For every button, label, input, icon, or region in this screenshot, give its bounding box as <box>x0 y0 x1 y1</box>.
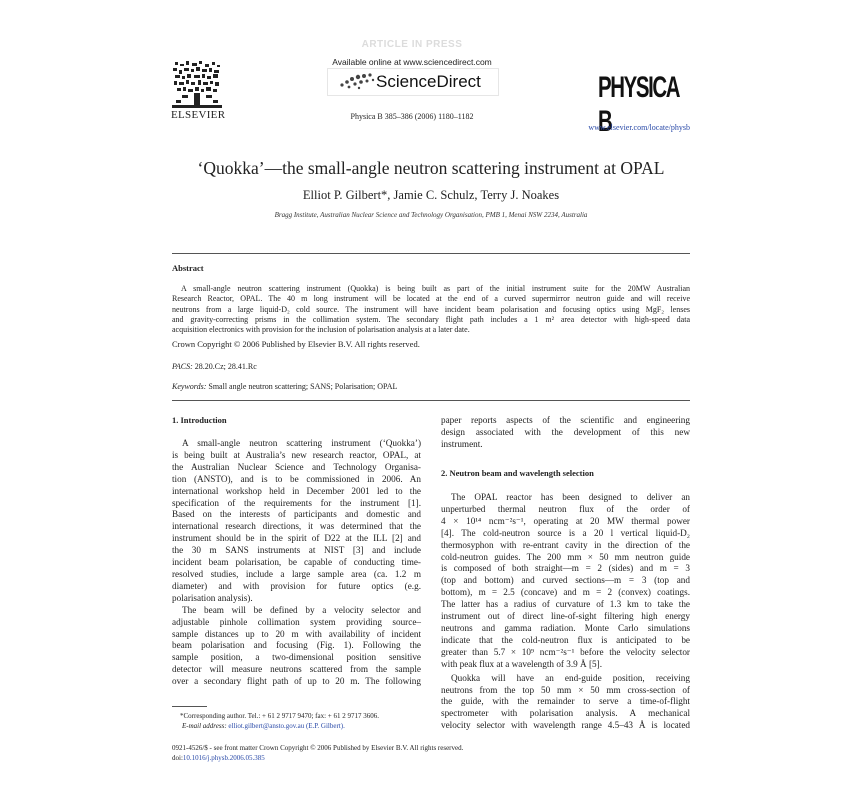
section-2-heading: 2. Neutron beam and wavelength selection <box>441 468 594 478</box>
journal-reference: Physica B 385–386 (2006) 1180–1182 <box>350 112 474 121</box>
text-line: unperturbed thermal neutron flux of the order of <box>441 503 690 514</box>
text-line: velocity selector with wavelength range 4.5–43 Å is located <box>441 720 690 731</box>
text-line: adjustable pinhole collimation system providing source– <box>172 616 421 627</box>
text-line: bottom), m = 2.5 (concave) and m = 2 (convex) coatings. <box>441 587 690 598</box>
publisher-name: ELSEVIER <box>171 109 226 121</box>
abstract-line: A small-angle neutron scattering instrument (Quokka) is being built as part of the initial instrument suite for the 20MW Australian <box>181 284 690 293</box>
email-link[interactable]: elliot.gilbert@ansto.gov.au (E.P. Gilbert). <box>228 722 345 730</box>
sciencedirect-wordmark: ScienceDirect <box>376 72 481 91</box>
abstract-line: Research Reactor, OPAL. The 40 m long instrument will be located at the end of a curved supermirror neutron guide and will receive <box>172 294 690 304</box>
section-1-continuation <box>441 415 690 451</box>
abstract-body <box>172 284 690 335</box>
text-line: The OPAL reactor has been designed to deliver an <box>451 492 690 502</box>
text-line: resolved studies, include a large sample area (ca. 1.2 m <box>172 568 421 579</box>
section-2-body <box>441 492 690 732</box>
pacs-label: PACS: <box>172 362 193 371</box>
pacs-codes <box>172 362 257 371</box>
text-line: [4]. The cold-neutron source is a 20 l vertical liquid-D₂ <box>441 527 690 538</box>
email-label: E-mail address: <box>182 722 227 730</box>
available-online-text: Available online at www.sciencedirect.com <box>332 57 492 67</box>
abstract-line: neutrons from a large liquid-D₂ cold source. The instrument will have incident beam polarisation and focusing optics using MgF₂ lenses <box>172 304 690 314</box>
text-line: The latter has a radius of curvature of 1.3 km to take the <box>441 599 690 610</box>
journal-name: PHYSICA B <box>598 71 679 138</box>
keywords <box>172 382 397 391</box>
text-line: incident beam polarisation, be capable of conducting time- <box>172 557 421 568</box>
abstract-line: and gravity-correcting prisms in the collimation system. The secondary flight path includes a 1 m² area detector with high-speed data <box>172 314 690 324</box>
doi-link[interactable]: 10.1016/j.physb.2006.05.385 <box>182 754 265 762</box>
front-matter <box>172 743 463 763</box>
text-line: detector will measure neutrons scattered from the sample <box>172 664 421 675</box>
text-line: sample position, a two-dimensional position sensitive <box>172 652 421 663</box>
section-1-paragraph-1 <box>172 438 421 688</box>
text-line: Quokka will have an end-guide position, receiving <box>451 672 690 683</box>
top-rule <box>172 253 690 254</box>
keywords-label: Keywords: <box>172 382 207 391</box>
keywords-values: Small angle neutron scattering; SANS; Polarisation; OPAL <box>208 382 398 391</box>
text-line: instrument. <box>441 438 483 449</box>
text-line: neutrons from the top 50 mm × 50 mm cross-section of <box>441 684 690 695</box>
text-line: (top and bottom) and curved sections—m = 3 (top and <box>441 575 690 586</box>
text-line: spectrometer with polarisation analysis. A mechanical <box>441 708 690 719</box>
text-line: specification of the requirements for the instrument [1]. <box>172 497 421 508</box>
abstract-bottom-rule <box>172 400 690 401</box>
abstract-heading: Abstract <box>172 263 204 273</box>
text-line: beam polarisation and focusing (Fig. 1). Following the <box>172 640 421 651</box>
text-line: A small-angle neutron scattering instrument (‘Quokka’) <box>182 438 421 448</box>
text-line: The beam will be defined by a velocity selector and <box>182 604 421 615</box>
article-in-press-watermark: ARTICLE IN PRESS <box>361 39 463 50</box>
text-line: Based on the interests of participants and domestic and <box>172 509 421 520</box>
text-line: indicate that the cold-neutron flux is anticipated to be <box>441 634 690 645</box>
article-title: ‘Quokka’—the small-angle neutron scattering instrument at OPAL <box>197 158 665 178</box>
text-line: tion (ANSTO), and is to be commissioned in 2006. An <box>172 473 421 484</box>
footnote-rule <box>172 706 207 707</box>
text-line: sample distances up to 20 m with availability of incident <box>172 628 421 639</box>
section-1-heading: 1. Introduction <box>172 415 227 425</box>
text-line: design associated with the development of this new <box>441 426 690 437</box>
pacs-values: 28.20.Cz; 28.41.Rc <box>194 362 257 371</box>
abstract-copyright: Crown Copyright © 2006 Published by Elsevier B.V. All rights reserved. <box>172 339 420 349</box>
footnote <box>172 711 472 731</box>
author-affiliation: Bragg Institute, Australian Nuclear Science and Technology Organisation, PMB 1, Menai NSW 2234, Australia <box>274 211 588 219</box>
journal-url-link[interactable]: www.elsevier.com/locate/physb <box>588 123 690 132</box>
text-line: 4 × 10¹⁴ ncm⁻²s⁻¹, operating at 20 MW thermal power <box>441 515 690 526</box>
corresponding-author: *Corresponding author. Tel.: + 61 2 9717 9470; fax: + 61 2 9717 3606. <box>180 712 379 720</box>
text-line: the guide, with the remainder to serve a time-of-flight <box>441 696 690 707</box>
text-line: polarisation analysis). <box>172 592 253 603</box>
doi-label: doi: <box>172 754 183 762</box>
abstract-line: acquisition electronics with provision for the inclusion of polarisation analysis at a later date. <box>172 325 470 335</box>
text-line: international workshop held in December 2001 led to the <box>172 485 421 496</box>
text-line: the 30 m SANS instruments at NIST [3] and include <box>172 545 421 556</box>
text-line: thermosyphon with re-entrant cavity in the direction of the <box>441 539 690 550</box>
sciencedirect-dots-icon <box>338 71 378 91</box>
text-line: cold-neutron guides. The 200 mm × 50 mm neutron guide <box>441 551 690 562</box>
text-line: greater than 5.7 × 10⁹ ncm⁻²s⁻¹ before the velocity selector <box>441 646 690 657</box>
article-authors: Elliot P. Gilbert*, Jamie C. Schulz, Terry J. Noakes <box>302 188 560 202</box>
text-line: with peak flux at a wavelength of 3.9 Å [5]. <box>441 658 602 669</box>
text-line: diameter) and with provision for future optics (e.g. <box>172 580 421 591</box>
text-line: the Australian Nuclear Science and Technology Organisa- <box>172 461 421 472</box>
text-line: instrument out of direct line-of-sight filtering high energy <box>441 611 690 622</box>
text-line: international research directions, it was determined that the <box>172 521 421 532</box>
text-line: over a secondary flight path of up to 20 m. The following <box>172 676 421 687</box>
text-line: neutrons and gamma radiation. Monte Carlo simulations <box>441 622 690 633</box>
text-line: is being built at Australia’s new research reactor, OPAL, at <box>172 449 421 460</box>
issn-line: 0921-4526/$ - see front matter Crown Copyright © 2006 Published by Elsevier B.V. All rights reserved. <box>172 744 464 752</box>
text-line: paper reports aspects of the scientific and engineering <box>441 415 690 425</box>
text-line: is composed of both straight—m = 2 (sides) and m = 3 <box>441 563 690 574</box>
elsevier-tree-logo <box>172 60 222 108</box>
text-line: instrument should be in the spirit of D22 at the ILL [2] and <box>172 533 421 544</box>
